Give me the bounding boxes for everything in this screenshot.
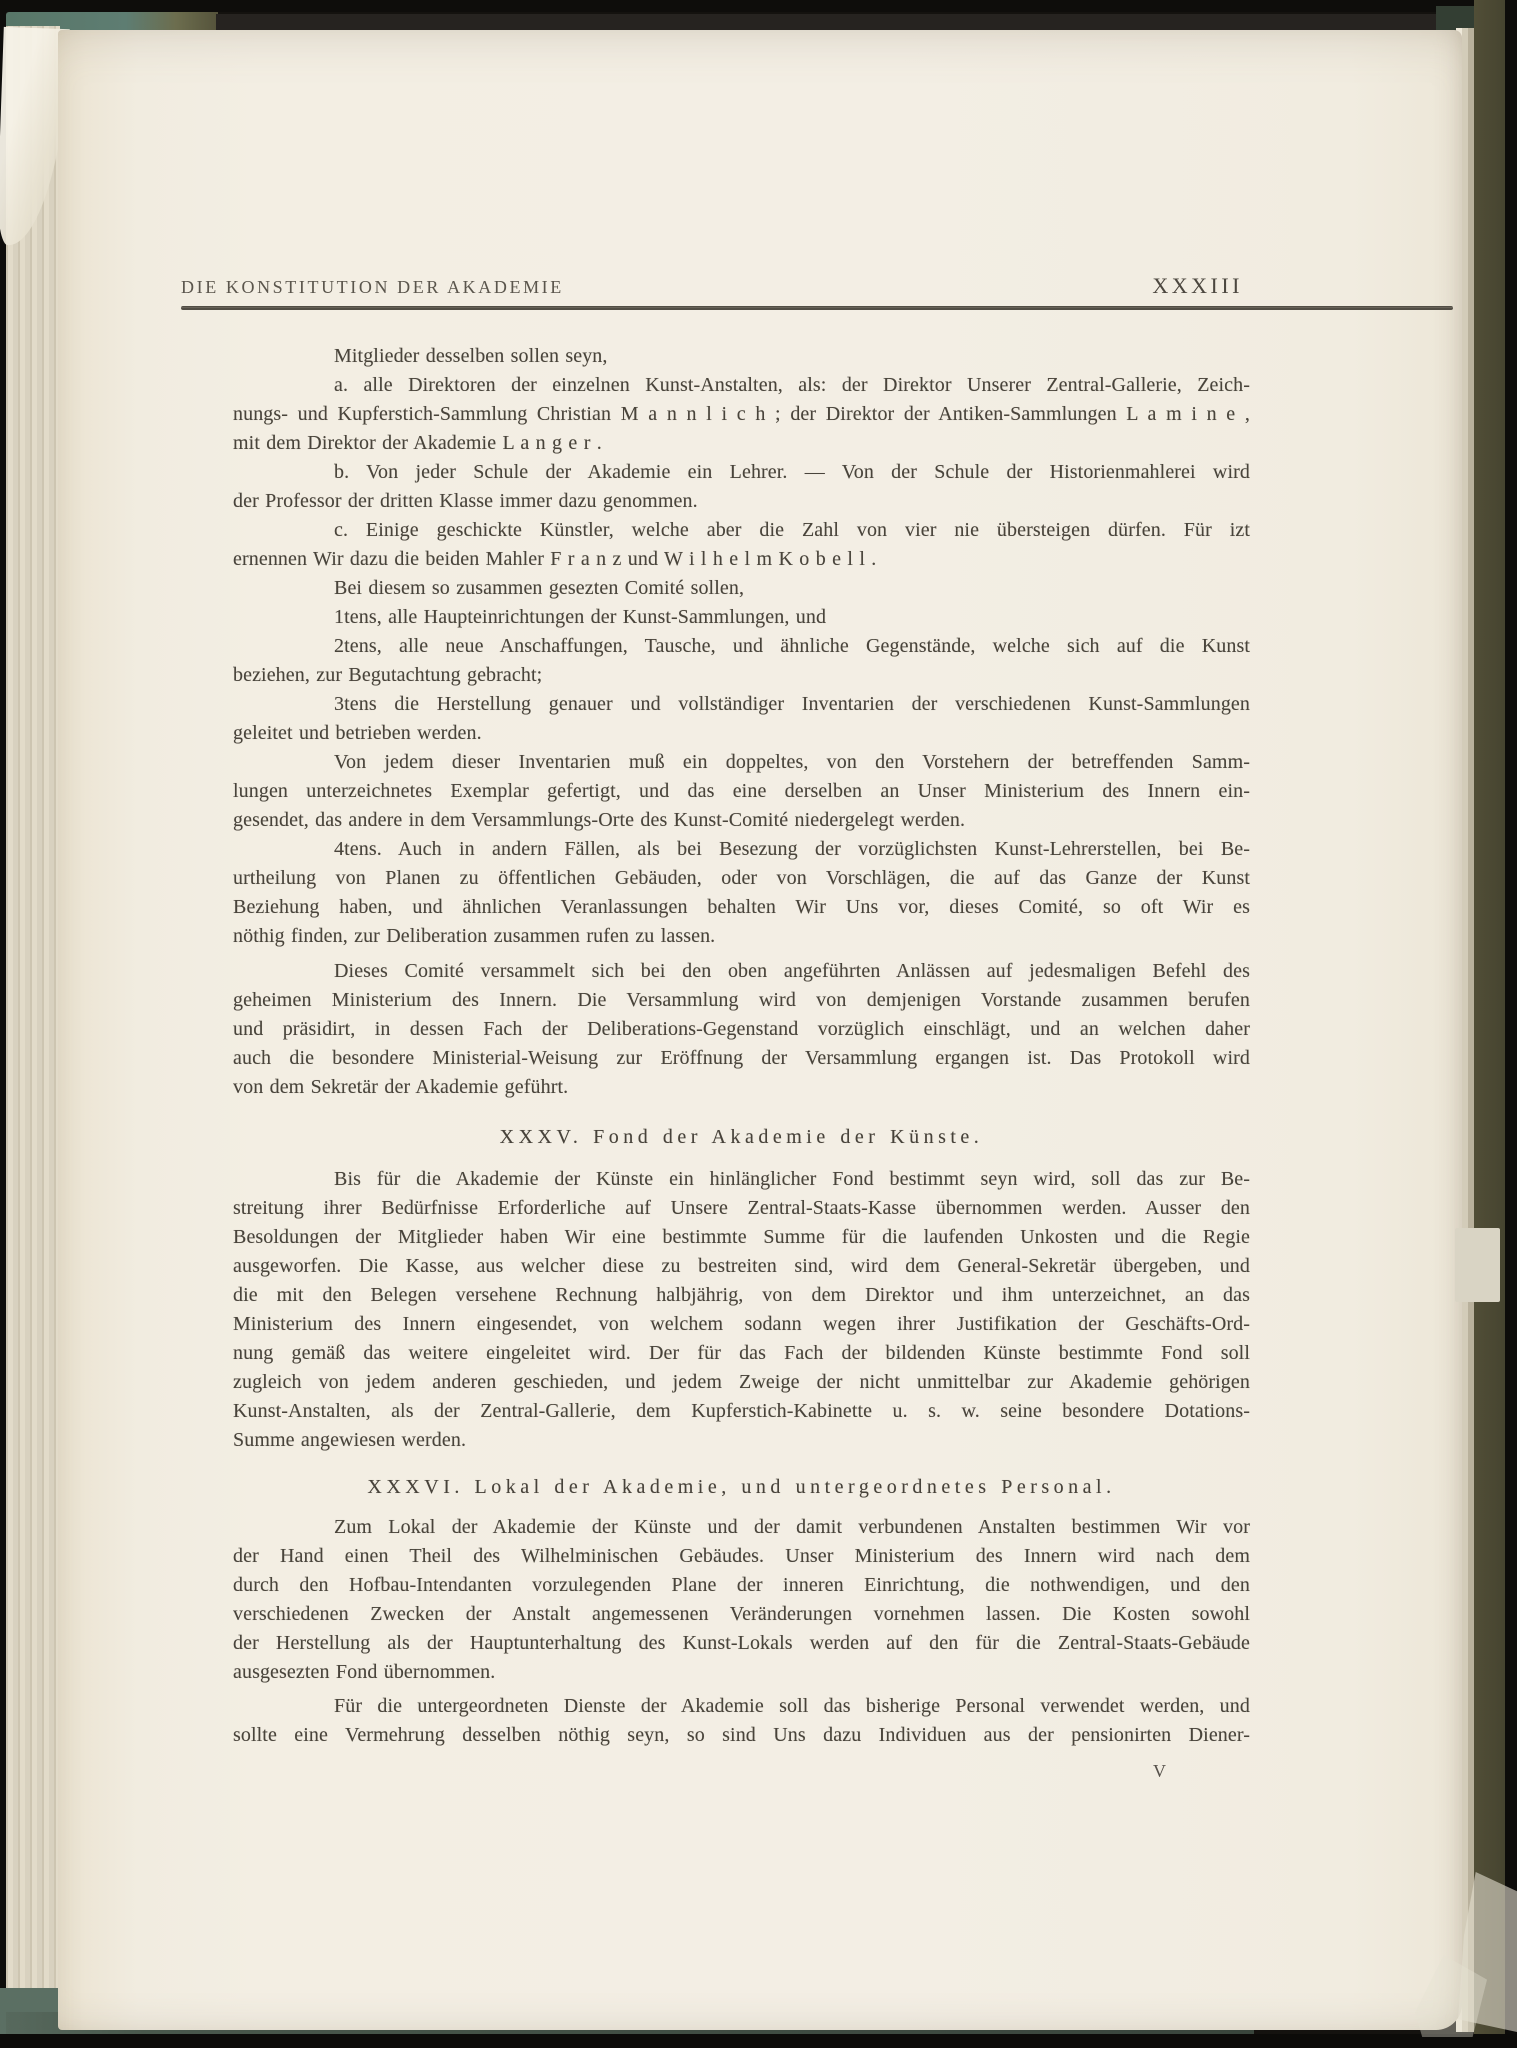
text-line: geleitet und betrieben werden. [233,722,482,744]
text-line: 4tens. Auch in andern Fällen, als bei Besezung der vorzüglichsten Kunst-Lehrerstellen, bei Be- [334,838,1250,860]
text-line: Beziehung haben, und ähnlichen Veranlassungen behalten Wir Uns vor, dieses Comité, so oft Wir es [233,896,1250,918]
running-head [181,273,1243,299]
text-line: Mitglieder desselben sollen seyn, [334,345,608,367]
page-edge-tab [1455,1228,1500,1302]
text-line: der Hand einen Theil des Wilhelminischen Gebäudes. Unser Ministerium des Innern wird nach dem [233,1545,1250,1567]
section-heading: XXXV. Fond der Akademie der Künste. [499,1126,984,1148]
frame-bottom-band [0,2034,1517,2048]
text-line: gesendet, das andere in dem Versammlungs-Orte des Kunst-Comité niedergelegt werden. [233,809,966,831]
text-line: ausgesezten Fond übernommen. [233,1661,496,1683]
text-line: Ministerium des Innern eingesendet, von welchem sodann wegen ihrer Justifikation der Geschäfts-Ord- [233,1313,1250,1335]
text-line: und präsidirt, in dessen Fach der Deliberations-Gegenstand vorzüglich einschlägt, und an welchen daher [233,1018,1250,1040]
text-line: der Herstellung als der Hauptunterhaltung des Kunst-Lokals werden auf den für die Zentral-Staats-Gebäude [233,1632,1250,1654]
text-line: c. Einige geschickte Künstler, welche aber die Zahl von vier nie übersteigen dürfen. Für izt [334,519,1250,541]
text-line: streitung ihrer Bedürfnisse Erforderliche auf Unsere Zentral-Staats-Kasse übernommen werden. Ausser den [233,1197,1250,1219]
text-line: a. alle Direktoren der einzelnen Kunst-Anstalten, als: der Direktor Unserer Zentral-Gallerie, Zeich- [334,374,1250,396]
text-line: zugleich von jedem anderen geschieden, und jedem Zweige der nicht unmittelbar zur Akademie gehörigen [233,1371,1250,1393]
text-line: nöthig finden, zur Deliberation zusammen rufen zu lassen. [233,925,716,947]
signature-mark: V [1153,1761,1167,1781]
frame-top-band [0,0,1517,12]
text-line: Summe angewiesen werden. [233,1429,467,1451]
text-line: der Professor der dritten Klasse immer dazu genommen. [233,490,698,512]
text-line: sollte eine Vermehrung desselben nöthig seyn, so sind Uns dazu Individuen aus der pensionirten Diener- [233,1724,1250,1746]
text-line: ernennen Wir dazu die beiden Mahler F r a n z und W i l h e l m K o b e l l . [233,548,877,570]
text-line: Für die untergeordneten Dienste der Akademie soll das bisherige Personal verwendet werden, und [334,1695,1250,1717]
text-line: verschiedenen Zwecken der Anstalt angemessenen Veränderungen vornehmen lassen. Die Kosten sowohl [233,1603,1250,1625]
book-page [58,30,1462,2030]
text-line: von dem Sekretär der Akademie geführt. [233,1076,569,1098]
text-line: auch die besondere Ministerial-Weisung zur Eröffnung der Versammlung ergangen ist. Das Protokoll wird [233,1047,1250,1069]
text-line: lungen unterzeichnetes Exemplar gefertigt, und das eine derselben an Unser Ministerium des Innern ein- [233,780,1250,802]
text-line: durch den Hofbau-Intendanten vorzulegenden Plane der inneren Einrichtung, die nothwendigen, und den [233,1574,1250,1596]
text-line: 1tens, alle Haupteinrichtungen der Kunst-Sammlungen, und [334,606,827,628]
text-line: 3tens die Herstellung genauer und vollständiger Inventarien der verschiedenen Kunst-Sammlungen [334,693,1250,715]
text-line: geheimen Ministerium des Innern. Die Versammlung wird von demjenigen Vorstande zusammen berufen [233,989,1250,1011]
page-number: XXXIII [1152,273,1243,298]
text-line: mit dem Direktor der Akademie L a n g e r . [233,432,602,454]
text-line: Kunst-Anstalten, als der Zentral-Gallerie, dem Kupferstich-Kabinette u. s. w. seine besondere Dotations- [233,1400,1250,1422]
text-line: urtheilung von Planen zu öffentlichen Gebäuden, oder von Vorschlägen, die auf das Ganze der Kunst [233,867,1250,889]
cover-cloth-right-strip [1474,0,1508,2048]
header-rule [181,306,1453,310]
text-line: Bei diesem so zusammen gesezten Comité sollen, [334,577,745,599]
text-line: die mit den Belegen versehene Rechnung halbjährig, von dem Direktor und ihm unterzeichnet, an das [233,1284,1250,1306]
text-line: ausgeworfen. Die Kasse, aus welcher diese zu bestreiten sind, wird dem General-Sekretär übergeben, und [233,1255,1250,1277]
text-line: Dieses Comité versammelt sich bei den oben angeführten Anlässen auf jedesmaligen Befehl des [334,960,1250,982]
frame-right-band [1505,0,1517,2048]
page-edge-stack-left [6,26,60,2020]
text-line: 2tens, alle neue Anschaffungen, Tausche, und ähnliche Gegenstände, welche sich auf die Kunst [334,635,1250,657]
section-heading: XXXVI. Lokal der Akademie, und untergeordnetes Personal. [367,1476,1116,1498]
running-title: DIE KONSTITUTION DER AKADEMIE [181,277,564,297]
text-line: nungs- und Kupferstich-Sammlung Christian M a n n l i c h ; der Direktor der Antiken-Sammlungen L a m i n e , [233,403,1250,425]
text-block [233,342,1250,1750]
text-line: b. Von jeder Schule der Akademie ein Lehrer. — Von der Schule der Historienmahlerei wird [334,461,1250,483]
text-line: nung gemäß das weitere eingeleitet wird. Der für das Fach der bildenden Künste bestimmte Fond soll [233,1342,1250,1364]
text-line: Besoldungen der Mitglieder haben Wir eine bestimmte Summe für die laufenden Unkosten und die Regie [233,1226,1250,1248]
text-line: Bis für die Akademie der Künste ein hinlänglicher Fond bestimmt seyn wird, soll das zur Be- [334,1168,1250,1190]
text-line: Von jedem dieser Inventarien muß ein doppeltes, von den Vorstehern der betreffenden Samm- [334,751,1250,773]
text-line: beziehen, zur Begutachtung gebracht; [233,664,543,686]
text-line: Zum Lokal der Akademie der Künste und der damit verbundenen Anstalten bestimmen Wir vor [334,1516,1250,1538]
